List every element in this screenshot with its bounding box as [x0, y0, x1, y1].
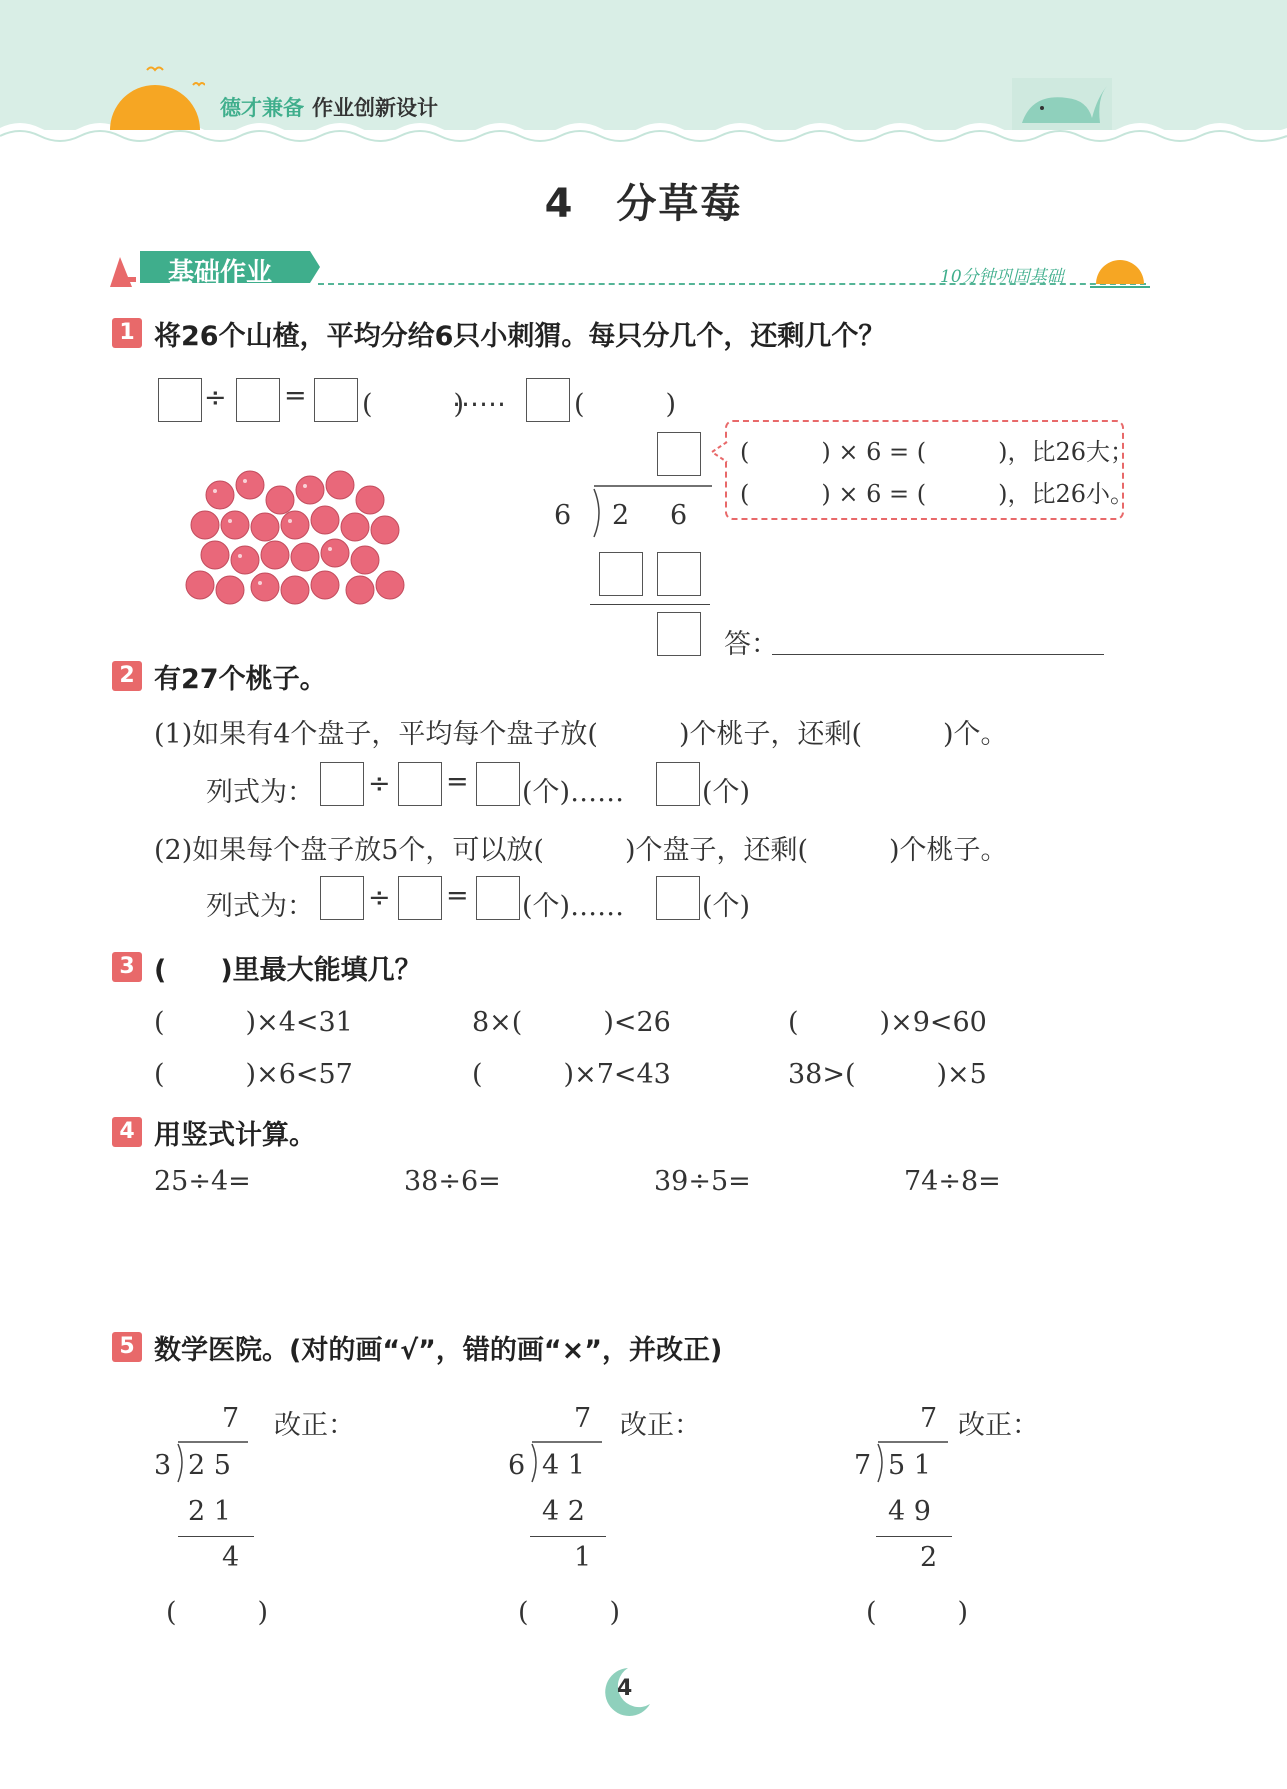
strawberry-pile-illustration: [180, 455, 410, 625]
section-label: 基础作业: [168, 258, 273, 288]
answer-box[interactable]: [656, 876, 700, 920]
question-text: 数学医院。(对的画“√”，错的画“×”，并改正): [154, 1335, 723, 1366]
answer-box[interactable]: [526, 378, 570, 422]
product: 4 9: [888, 1496, 931, 1527]
unit-text: (个)……: [522, 777, 625, 808]
calc-item: 38÷6=: [404, 1166, 501, 1197]
unit-text: (个)……: [522, 891, 625, 922]
inequality-item: ( )×6<57: [154, 1059, 353, 1090]
question-number: 2: [112, 661, 142, 691]
inequality-item: 8×( )<26: [472, 1007, 671, 1038]
dividend-ones: 6: [670, 500, 688, 531]
divisor: 6: [554, 500, 572, 531]
question-number: 5: [112, 1332, 142, 1362]
answer-box[interactable]: [314, 378, 358, 422]
answer-line[interactable]: [772, 654, 1104, 655]
calc-item: 39÷5=: [654, 1166, 751, 1197]
callout-pointer: [710, 440, 728, 464]
answer-box[interactable]: [236, 378, 280, 422]
answer-paren: ( ): [574, 389, 677, 420]
answer-label: 答：: [724, 629, 778, 660]
correction-label: 改正：: [620, 1410, 701, 1441]
section-note: 10分钟巩固基础: [940, 267, 1064, 287]
inequality-item: ( )×7<43: [472, 1059, 671, 1090]
page-title: 4 分草莓: [544, 181, 743, 227]
judgement-paren[interactable]: ( ): [518, 1597, 621, 1628]
dividend: 4 1: [542, 1450, 585, 1481]
dividend-tens: 2: [612, 500, 630, 531]
subtraction-line: [178, 1536, 254, 1537]
calc-item: 74÷8=: [904, 1166, 1001, 1197]
subtraction-line: [876, 1536, 952, 1537]
remainder: 1: [574, 1542, 592, 1573]
question-text: ( )里最大能填几？: [154, 955, 422, 986]
quotient-box[interactable]: [657, 432, 701, 476]
answer-box[interactable]: [158, 378, 202, 422]
unit-text: (个): [702, 891, 751, 922]
question-text: 有27个桃子。: [154, 664, 327, 695]
whale-icon: [1012, 78, 1112, 130]
inequality-item: ( )×9<60: [788, 1007, 987, 1038]
judgement-paren[interactable]: ( ): [866, 1597, 969, 1628]
brand-green-text: 德才兼备: [220, 96, 304, 120]
answer-box[interactable]: [476, 876, 520, 920]
quotient: 7: [920, 1403, 938, 1434]
product-box-tens[interactable]: [599, 552, 643, 596]
question-number: 1: [112, 318, 142, 348]
answer-paren: ( ): [362, 389, 465, 420]
formula-label: 列式为：: [206, 777, 314, 808]
small-sun-icon: [1090, 252, 1150, 292]
question-text: 将26个山楂，平均分给6只小刺猬。每只分几个，还剩几个？: [154, 321, 886, 352]
answer-box[interactable]: [656, 762, 700, 806]
formula-label: 列式为：: [206, 891, 314, 922]
hint-line-1: ( ) × 6 = ( )，比26大；: [740, 438, 1134, 466]
dividend: 2 5: [188, 1450, 231, 1481]
answer-box[interactable]: [476, 762, 520, 806]
correction-label: 改正：: [958, 1410, 1039, 1441]
quotient: 7: [574, 1403, 592, 1434]
correction-label: 改正：: [274, 1410, 355, 1441]
inequality-item: ( )×4<31: [154, 1007, 353, 1038]
judgement-paren[interactable]: ( ): [166, 1597, 269, 1628]
inequality-item: 38>( )×5: [788, 1059, 987, 1090]
answer-box[interactable]: [320, 762, 364, 806]
answer-box[interactable]: [320, 876, 364, 920]
operator-divide: ÷: [204, 382, 227, 413]
sun-icon: [105, 60, 205, 130]
division-bracket: [586, 483, 712, 543]
operator-equals: =: [446, 880, 469, 911]
answer-box[interactable]: [398, 876, 442, 920]
quotient: 7: [222, 1403, 240, 1434]
product: 4 2: [542, 1496, 585, 1527]
question-number: 4: [112, 1117, 142, 1147]
dividend: 5 1: [888, 1450, 931, 1481]
answer-box[interactable]: [398, 762, 442, 806]
brand-title: [220, 92, 438, 122]
hint-line-2: ( ) × 6 = ( )，比26小。: [740, 480, 1134, 508]
operator-equals: =: [446, 766, 469, 797]
question-number: 3: [112, 952, 142, 982]
sub-question-2: (2)如果每个盘子放5个，可以放( )个盘子，还剩( )个桃子。: [154, 835, 1008, 866]
product-box-ones[interactable]: [657, 552, 701, 596]
divisor: 6: [508, 1450, 526, 1481]
remainder-box[interactable]: [657, 612, 701, 656]
operator-equals: =: [284, 380, 307, 411]
brand-dark-text: 作业创新设计: [312, 96, 438, 120]
divisor: 7: [854, 1450, 872, 1481]
operator-divide: ÷: [368, 882, 391, 913]
product: 2 1: [188, 1496, 231, 1527]
unit-text: (个): [702, 777, 751, 808]
page-number: 4: [617, 1676, 633, 1701]
operator-divide: ÷: [368, 768, 391, 799]
remainder: 2: [920, 1542, 938, 1573]
divisor: 3: [154, 1450, 172, 1481]
question-text: 用竖式计算。: [154, 1120, 316, 1151]
calc-item: 25÷4=: [154, 1166, 251, 1197]
subtraction-line: [590, 604, 710, 605]
ellipsis: ……: [452, 382, 506, 413]
remainder: 4: [222, 1542, 240, 1573]
subtraction-line: [530, 1536, 606, 1537]
sub-question-1: (1)如果有4个盘子，平均每个盘子放( )个桃子，还剩( )个。: [154, 719, 1008, 750]
